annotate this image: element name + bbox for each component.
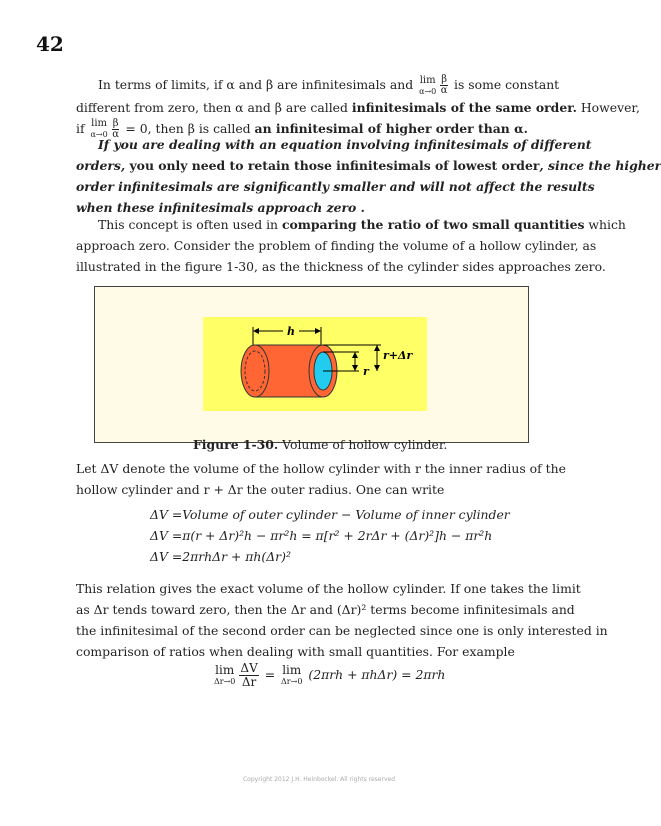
figure-caption: Figure 1-30. Volume of hollow cylinder. xyxy=(193,437,448,452)
figure-box xyxy=(94,286,529,452)
text-line: when these infinitesimals approach zero . xyxy=(76,200,365,215)
fraction: $\frac{\Delta V}{\Delta r}$ xyxy=(240,661,258,689)
text-line: illustrated in the figure 1-30, as the thickness of the cylinder sides approaches zero. xyxy=(76,259,606,274)
paragraph-concept xyxy=(76,214,626,277)
text-line: different from zero, then α and β are called infinitesimals of the same order. However, xyxy=(76,99,640,115)
limit-equation: lim Δr→0 $\frac{\Delta V}{\Delta r}$ = lim Δr→0 (2πrh + πhΔr) = 2πrh xyxy=(214,661,446,689)
limit-expression: lim α→0 xyxy=(419,74,437,96)
text-line: order infinitesimals are significantly smaller and will not affect the results xyxy=(76,179,595,194)
label-h: h xyxy=(287,325,295,338)
text-line: If you are dealing with an equation involving infinitesimals of different xyxy=(98,137,592,152)
paragraph-limits xyxy=(76,74,640,140)
text-line: This relation gives the exact volume of the hollow cylinder. If one takes the limit xyxy=(76,581,581,596)
equation-line: ΔV =2πrhΔr + πh(Δr)² xyxy=(150,549,291,564)
equation-line: ΔV =π(r + Δr)²h − πr²h = π[r² + 2rΔr + (Δr)²]h − πr²h xyxy=(150,528,493,543)
page-number: 42 xyxy=(36,32,64,56)
fraction: $\frac{\beta}{\alpha}$ xyxy=(112,117,119,140)
limit-expression: lim Δr→0 xyxy=(214,662,236,686)
text-line: if lim α→0 $\frac{\beta}{\alpha}$ = 0, then β is called an infinitesimal of higher order than α. xyxy=(76,117,528,140)
fraction: $\frac{\beta}{\alpha}$ xyxy=(440,74,448,96)
limit-expression: lim Δr→0 xyxy=(281,662,303,686)
label-r-plus-dr: r+Δr xyxy=(383,349,413,362)
limit-expression: lim α→0 xyxy=(90,118,108,139)
label-r: r xyxy=(363,365,369,378)
copyright-footer: Copyright 2012 J.H. Heinbockel. All rights reserved xyxy=(242,776,396,783)
text-line: hollow cylinder and r + Δr the outer radius. One can write xyxy=(76,482,445,497)
hollow-cylinder-diagram xyxy=(203,317,427,411)
text-line: approach zero. Consider the problem of finding the volume of a hollow cylinder, as xyxy=(76,238,597,253)
paragraph-emphasis xyxy=(76,134,661,218)
text-line: This concept is often used in comparing the ratio of two small quantities which xyxy=(98,217,626,232)
paragraph-let-dv xyxy=(76,458,566,500)
cylinder-illustration xyxy=(203,317,427,411)
text-line: In terms of limits, if α and β are infinitesimals and lim α→0 $\frac{\beta}{\alpha}$ is some constant xyxy=(98,74,560,96)
volume-equations xyxy=(150,504,510,567)
text-line: Let ΔV denote the volume of the hollow cylinder with r the inner radius of the xyxy=(76,461,566,476)
text-line: comparison of ratios when dealing with small quantities. For example xyxy=(76,644,515,659)
text-line: as Δr tends toward zero, then the Δr and (Δr)² terms become infinitesimals and xyxy=(76,602,575,617)
paragraph-exact-volume xyxy=(76,578,608,662)
text-line: the infinitesimal of the second order can be neglected since one is only interested in xyxy=(76,623,608,638)
equation-line: ΔV =Volume of outer cylinder − Volume of inner cylinder xyxy=(150,507,510,522)
text-line: orders, you only need to retain those infinitesimals of lowest order, since the higher xyxy=(76,158,661,173)
